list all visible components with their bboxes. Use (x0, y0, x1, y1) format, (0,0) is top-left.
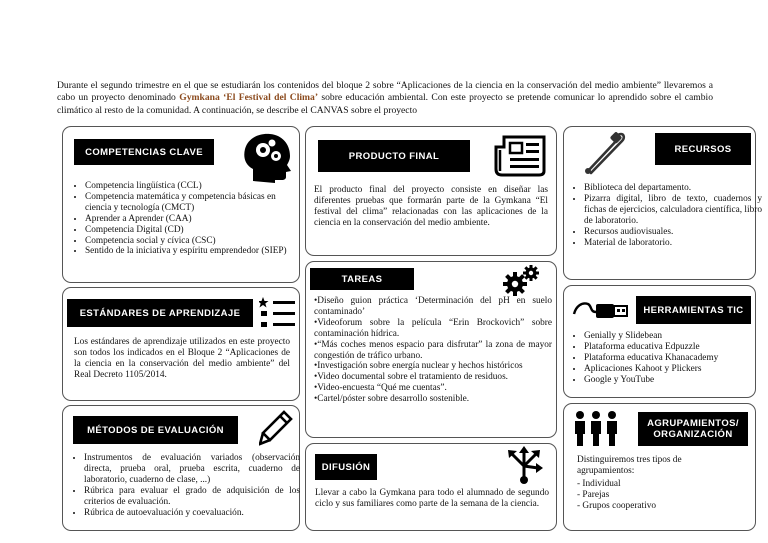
pencil-icon (259, 410, 293, 448)
estandares-text: Los estándares de aprendizaje utilizados en este proyecto son todos los indicados en el Bloque 2 “Aplicaciones de la ciencia en la conservación del medio ambiente” del Real Decreto 1105/2014. (74, 337, 290, 380)
list-item: • Diseño guion práctica ‘Determinación del pH en suelo contaminado’ (314, 296, 552, 318)
list-item: • Material de laboratorio. (584, 238, 762, 249)
agrupamientos-title: AGRUPAMIENTOS/ ORGANIZACIÓN (638, 412, 748, 446)
people-group-icon (572, 410, 620, 448)
competencias-title: COMPETENCIAS CLAVE (74, 139, 214, 165)
safety-pin-icon (584, 131, 632, 175)
share-arrows-icon (504, 446, 544, 486)
list-item: • Recursos audiovisuales. (584, 227, 762, 238)
list-item: • Competencia matemática y competencia básicas en ciencia y tecnología (CMCT) (85, 192, 293, 214)
herramientas-list (572, 331, 762, 386)
head-gears-icon (239, 131, 295, 183)
list-item: • Google y YouTube (584, 375, 762, 386)
producto-quote: “El festival del clima” (314, 196, 548, 217)
difusion-card (305, 443, 557, 531)
herramientas-card (563, 285, 756, 398)
producto-title: PRODUCTO FINAL (318, 140, 470, 172)
newspaper-icon (494, 133, 548, 177)
list-item: • Aplicaciones Kahoot y Plickers (584, 364, 762, 375)
recursos-title: RECURSOS (655, 133, 751, 165)
metodos-list (72, 453, 300, 518)
list-item: • Aprender a Aprender (CAA) (85, 214, 293, 225)
producto-text (314, 185, 548, 229)
recursos-card (563, 126, 762, 280)
estandares-title: ESTÁNDARES DE APRENDIZAJE (67, 299, 253, 327)
list-item: - Parejas (577, 489, 610, 500)
intro-text-2: sobre educación ambiental. Con este proyecto se pretende comunicar lo aprendido sobre el cambio climático al resto de la comunidad. A continuación, se describe el CANVAS sobre el proyecto (57, 92, 713, 116)
estandares-card (62, 287, 300, 401)
tareas-card (305, 261, 557, 438)
agrupamientos-card (563, 403, 756, 531)
list-item: • Biblioteca del departamento. (584, 183, 762, 194)
list-item: • Sentido de la iniciativa y espíritu emprendedor (SIEP) (85, 246, 293, 257)
producto-text-b: relacionadas con las aplicaciones de la ciencia en la conservación del medio ambiente. (314, 207, 548, 228)
competencias-list (73, 181, 293, 257)
list-item: • Plataforma educativa Khanacademy (584, 353, 762, 364)
list-item: • Genially y Slidebean (584, 331, 762, 342)
tareas-title: TAREAS (310, 268, 414, 290)
list-item: • Pizarra digital, libro de texto, cuadernos y fichas de ejercicios, calculadora científica, libro de laboratorio. (584, 194, 762, 227)
list-item: • Video-encuesta “Qué me cuentas”. (314, 383, 552, 394)
list-item: • Competencia Digital (CD) (85, 225, 293, 236)
intro-text-1: Durante el segundo trimestre en el que se estudiarán los contenidos del bloque 2 sobre “Aplicaciones de la ciencia en la conservación del medio ambiente” llevaremos a cabo un proyecto denominado (57, 80, 713, 104)
list-item: • Plataforma educativa Edpuzzle (584, 342, 762, 353)
project-name: Gymkana ‘El Festival del Clima’ (179, 92, 319, 104)
difusion-title: DIFUSIÓN (315, 454, 377, 480)
recursos-list (572, 183, 762, 248)
gears-icon (502, 264, 540, 296)
agrupamientos-list (565, 479, 747, 512)
list-item: • Videoforum sobre la película “Erin Brockovich” sobre contaminación hídrica. (314, 318, 552, 340)
herramientas-title: HERRAMIENTAS TIC (636, 296, 751, 324)
list-item: • Cartel/póster sobre desarrollo sostenible. (314, 394, 552, 405)
list-item: • Rúbrica de autoevaluación y coevaluación. (84, 508, 300, 519)
metodos-card (62, 405, 300, 531)
producto-text-a: El producto final del proyecto consiste en diseñar las diferentes pruebas que formarán parte de la Gymkana (314, 185, 548, 206)
competencias-card (62, 126, 300, 283)
list-item: - Individual (577, 479, 621, 489)
producto-card (305, 126, 557, 256)
list-item: - Grupos cooperativo (577, 500, 657, 511)
tareas-list (314, 296, 552, 405)
list-item: • Competencia lingüística (CCL) (85, 181, 293, 192)
metodos-title: MÉTODOS DE EVALUACIÓN (73, 416, 238, 444)
checklist-icon (259, 294, 297, 332)
intro-paragraph (57, 80, 713, 117)
list-item: • Rúbrica para evaluar el grado de adquisición de los criterios de evaluación. (84, 486, 300, 508)
list-item: • Instrumentos de evaluación variados (observación directa, prueba oral, prueba escrita, cuaderno de laboratorio, cuaderno de clase, ...) (84, 453, 300, 486)
agrupamientos-intro: Distinguiremos tres tipos de agrupamientos: (577, 455, 682, 476)
difusion-text: Llevar a cabo la Gymkana para todo el alumnado de segundo ciclo y sus familiares como parte de la semana de la ciencia. (315, 488, 549, 509)
list-item: • Investigación sobre energía nuclear y hechos históricos (314, 361, 552, 372)
usb-icon (572, 294, 630, 324)
list-item: • Competencia social y cívica (CSC) (85, 236, 293, 247)
list-item: • Video documental sobre el tratamiento de residuos. (314, 372, 552, 383)
list-item: • “Más coches menos espacio para disfrutar” la zona de mayor congestión de tráfico urbano. (314, 340, 552, 362)
